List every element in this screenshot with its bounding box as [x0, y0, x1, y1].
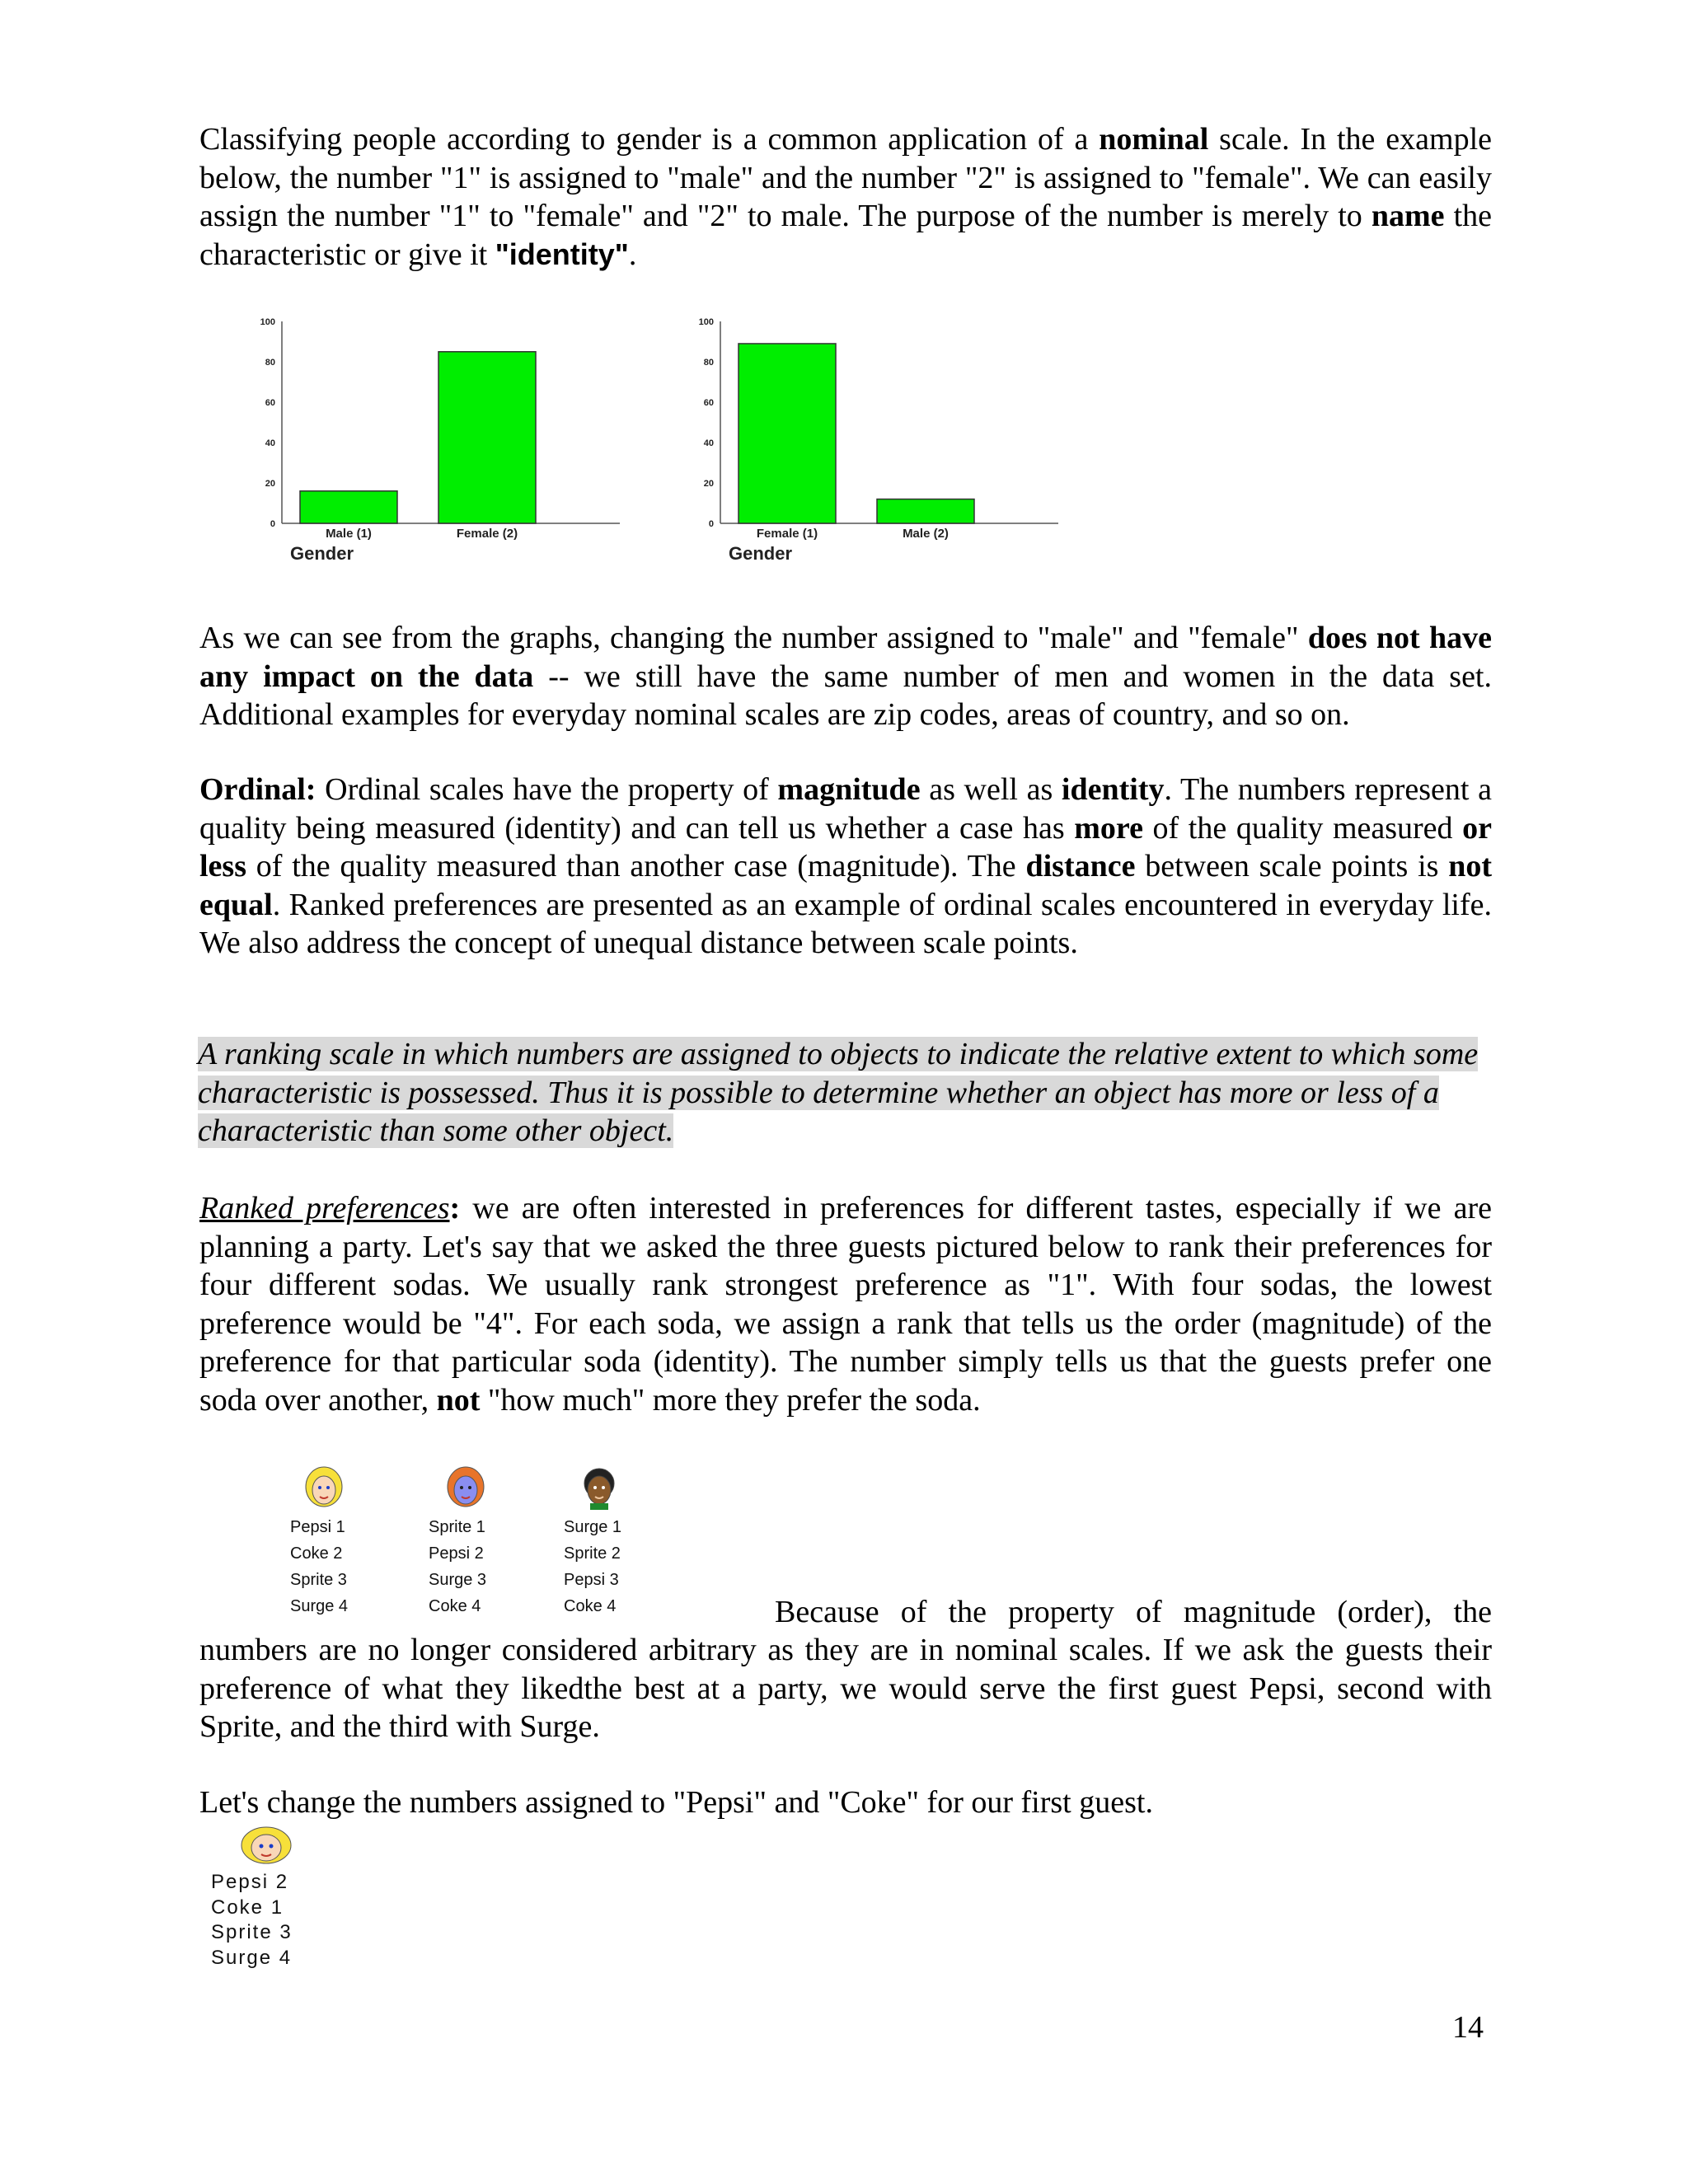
text-run: of the quality measured than another case (magnitude). The — [246, 849, 1026, 883]
colon: : — [449, 1191, 461, 1226]
bold-more: more — [1074, 810, 1143, 846]
dark-face-icon — [579, 1465, 620, 1510]
text-run: . Ranked preferences are presented as an example of ordinal scales encountered in everyday life. We also address the concept of unequal distance between scale points. — [199, 887, 1492, 960]
text-run: Classifying people according to gender is a common application of a — [199, 122, 1100, 157]
page-number: 14 — [1452, 2010, 1484, 2045]
bold-distance: distance — [1025, 849, 1136, 883]
ranking-item: Sprite 1 — [429, 1518, 485, 1536]
x-category-label: Female (1) — [756, 527, 818, 541]
y-tick-label: 80 — [265, 358, 275, 368]
magnitude-paragraph — [199, 1631, 1492, 1746]
definition-quote — [198, 1035, 1484, 1151]
bar — [877, 499, 974, 523]
y-tick-label: 80 — [703, 358, 714, 368]
guest-3-rankings — [564, 1514, 638, 1619]
bold-identity: identity — [1061, 772, 1165, 807]
y-tick-label: 0 — [708, 519, 714, 529]
guest-1-rankings — [290, 1514, 364, 1619]
gender-bar-chart-1 — [247, 309, 626, 565]
blonde-face-icon — [303, 1465, 345, 1510]
text-run: "how much" more they prefer the soda. — [480, 1382, 981, 1418]
magnitude-lead-line — [775, 1593, 1492, 1632]
text-run: of the quality measured — [1142, 810, 1463, 846]
text-run: . The numbers represent a quality being measured (identity) and can tell us whether a case has — [199, 772, 1492, 846]
guest-3 — [564, 1465, 638, 1619]
x-axis-title: Gender — [729, 543, 793, 564]
bar — [738, 344, 836, 523]
ranked-preferences-heading: Ranked preferences — [199, 1191, 450, 1226]
redhead-face-icon — [445, 1465, 486, 1510]
x-axis-title: Gender — [290, 543, 354, 564]
guest-1-changed — [211, 1825, 326, 1971]
x-category-label: Female (2) — [456, 527, 518, 541]
gender-bar-chart-2 — [686, 309, 1065, 565]
ranking-item: Surge 3 — [429, 1571, 487, 1589]
bold-not: not — [436, 1382, 481, 1418]
text-run: -- we still have the same number of men and women in the data set. Additional examples for everyday nominal scales are zip codes, areas of country, and so on. — [199, 658, 1492, 732]
bold-magnitude: magnitude — [777, 772, 921, 807]
y-tick-label: 40 — [265, 438, 275, 448]
intro-paragraph — [199, 120, 1492, 274]
text-run: we are often interested in preferences for different tastes, especially if we are planning a party. Let's say that we asked the three guests pictured below to rank their preferences for four different sodas. We usually rank strongest preference as "1". With four sodas, the lowest preference would be "4". For each soda, we assign a rank that tells us the order (magnitude) of the preference for that particular soda (identity). The number simply tells us that the guests prefer one soda over another, — [199, 1191, 1492, 1418]
ordinal-paragraph — [199, 771, 1492, 963]
definition-text: A ranking scale in which numbers are assigned to objects to indicate the relative extent to which some characteristic is possessed. Thus it is possible to determine whether an object has more or less of a characteristic than some other object. — [198, 1037, 1479, 1148]
text-run: . — [628, 237, 637, 272]
ranking-item: Surge 1 — [564, 1518, 622, 1536]
y-tick-label: 20 — [265, 479, 275, 489]
y-tick-label: 20 — [703, 479, 714, 489]
text-run: Because of the property of magnitude (order), the — [775, 1595, 1492, 1629]
graphs-conclusion-paragraph — [199, 619, 1492, 734]
ranking-item: Coke 4 — [429, 1597, 481, 1615]
bold-no-impact: does not have any impact on the data — [199, 621, 1492, 694]
guest-1 — [290, 1465, 364, 1619]
ranking-item: Pepsi 2 — [429, 1544, 484, 1563]
bold-nominal: nominal — [1099, 122, 1209, 157]
y-tick-label: 40 — [703, 438, 714, 448]
text-run: between scale points is — [1135, 849, 1449, 883]
ordinal-heading: Ordinal: — [199, 772, 316, 807]
ranking-item: Coke 2 — [290, 1544, 343, 1563]
guest-2 — [429, 1465, 503, 1619]
text-run: Let's change the numbers assigned to "Pepsi" and "Coke" for our first guest. — [199, 1785, 1153, 1820]
y-tick-label: 60 — [265, 398, 275, 408]
text-run: numbers are no longer considered arbitrary as they are in nominal scales. If we ask the guests their preference of what they likedthe best at a party, we would serve the first guest Pepsi, second with Sprite, and the third with Surge. — [199, 1633, 1492, 1744]
ranking-item: Coke 1 — [211, 1896, 284, 1919]
ranked-preferences-paragraph — [199, 1189, 1492, 1419]
ranking-item: Pepsi 2 — [211, 1871, 289, 1893]
bar — [300, 491, 397, 523]
blonde-face-icon — [237, 1825, 295, 1866]
text-run: as well as — [920, 772, 1062, 807]
y-tick-label: 0 — [270, 519, 275, 529]
ranking-item: Pepsi 3 — [564, 1571, 619, 1589]
bold-name: name — [1371, 199, 1445, 233]
ranking-item: Sprite 3 — [290, 1571, 347, 1589]
bar — [438, 352, 536, 523]
bold-not-equal: not equal — [199, 849, 1493, 922]
bold-identity: "identity" — [495, 237, 629, 271]
text-run: the characteristic or give it — [199, 199, 1492, 272]
ranking-item: Coke 4 — [564, 1597, 617, 1615]
ranking-item: Surge 4 — [290, 1597, 349, 1615]
ranking-item: Sprite 2 — [564, 1544, 621, 1563]
ranking-item: Sprite 3 — [211, 1921, 293, 1943]
text-run: Ordinal scales have the property of — [316, 772, 778, 807]
y-tick-label: 100 — [260, 317, 275, 327]
guest-2-rankings — [429, 1514, 503, 1619]
text-run: As we can see from the graphs, changing the number assigned to "male" and "female" — [199, 621, 1308, 655]
guest-1-changed-rankings — [211, 1870, 326, 1971]
y-tick-label: 100 — [698, 317, 714, 327]
x-category-label: Male (2) — [903, 527, 949, 541]
bold-or-less: or less — [199, 810, 1493, 883]
y-tick-label: 60 — [703, 398, 714, 408]
ranking-item: Pepsi 1 — [290, 1518, 345, 1536]
change-numbers-line — [199, 1783, 1492, 1822]
x-category-label: Male (1) — [326, 527, 372, 541]
text-run: scale. In the example below, the number "1" is assigned to "male" and the number "2" is assigned to "female". We can easily assign the number "1" to "female" and "2" to male. The purpose of the number is merely to — [199, 122, 1492, 233]
ranking-item: Surge 4 — [211, 1946, 293, 1969]
